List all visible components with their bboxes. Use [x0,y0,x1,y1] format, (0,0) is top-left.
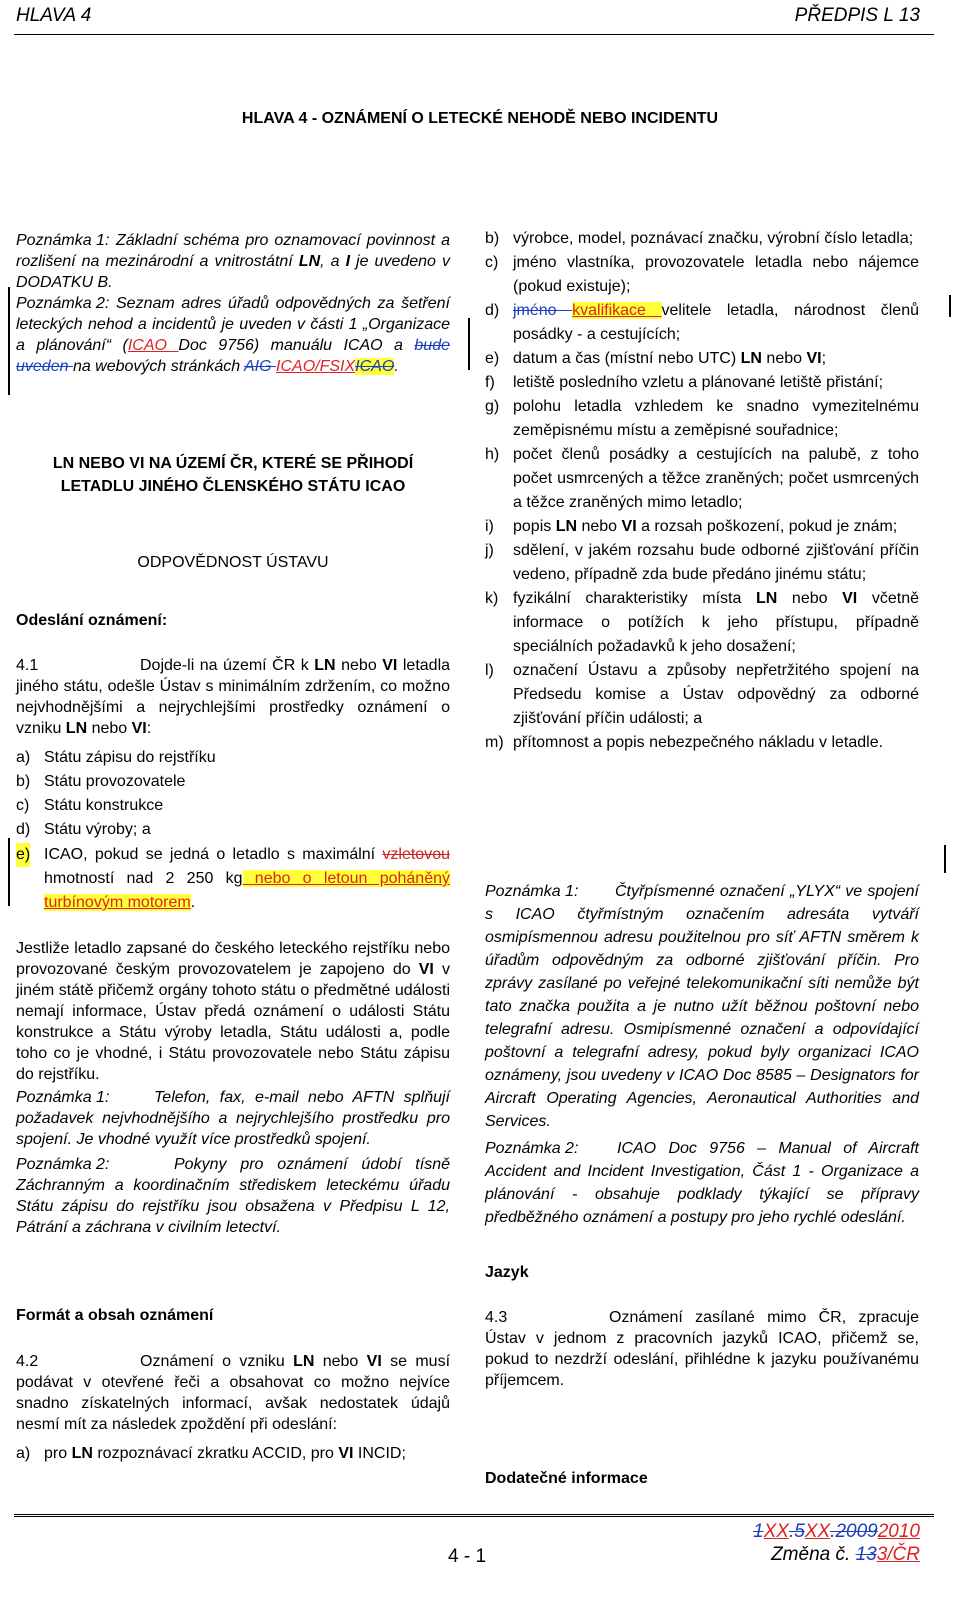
note-ylyx: Poznámka 1: Čtyřpísmenné označení „YLYX“ ve spojení s ICAO čtyřmístným označením adresáta vytváří osmipísmennou adresu použitelnou pro síť AFTN směrem k úřadům odpovědným za odborné zjišťování příčin. Pro zprávy zasílané po veřejné telekomunikační síti nemůže být tato značka použita a je nutno užít běžnou poštovní nebo telegrafní adresu. Osmipísmenné označení a odpovídající poštovní a telegrafní adresy, pokud byly organizaci ICAO oznámeny, jsou uvedeny v ICAO Doc 8585 – Designators for Aircraft Operating Agencies, Aeronautical Authorities and Services. [485,883,919,1130]
subsection-heading: ODPOVĚDNOST ÚSTAVU [137,554,329,571]
para-4-2: 4.2 Oznámení o vzniku LN nebo VI se musí podávat v otevřené řeči a obsahovat co možno nejvíce snadno získatelných informací, avšak nedostatek údajů nesmí mít za následek zpoždění při odeslání: a) pro LN rozpoznávací zkratku ACCID, pro VI INCID; [16,1353,451,1462]
list-item: f) letiště posledního vzletu a plánované letiště přistání; [485,374,884,391]
sub-heading-additional: Dodatečné informace [485,1470,648,1487]
list-item: g) polohu letadla vzhledem ke snadno vymezitelnému zeměpisnému místu a zeměpisné souřadnice; [485,398,919,439]
change-bar [949,295,951,317]
para-4-3: 4.3 Oznámení zasílané mimo ČR, zpracuje Ústav v jednom z pracovních jazyků ICAO, přičemž se, pokud to nezdrží odeslání, přihlédne k jazyku používanému příjemcem. [485,1309,919,1389]
change-bar [8,287,10,395]
list-item: k) fyzikální charakteristiky místa LN nebo VI včetně informace o potížích k jeho přístupu, případně speciálních požadavků k jeho dosažení; [485,590,919,655]
left-column [16,230,450,377]
list-item: d) Státu výroby; a [16,821,151,838]
footer-rule [14,1514,934,1517]
list-item: c) jméno vlastníka, provozovatele letadla nebo nájemce (pokud existuje); [485,254,919,295]
list-item: m) přítomnost a popis nebezpečného nákladu v letadle. [485,734,884,751]
note-phone: Poznámka 1: Telefon, fax, e-mail nebo AFTN splňují požadavek nejvhodnějšího a nejrychlejšího prostředku pro spojení. Je vhodné využít více prostředků spojení. [16,1089,450,1148]
header-regulation: PŘEDPIS L 13 [794,5,920,26]
list-item: e) ICAO, pokud se jedná o letadlo s maximální vzletovou hmotností nad 2 250 kg nebo o letoun poháněný turbínovým motorem. [16,843,450,915]
header-chapter: HLAVA 4 [16,5,92,26]
change-bar [468,318,470,370]
note-guidelines: Poznámka 2: Pokyny pro oznámení údobí tísně Záchranným a koordinačním střediskem leteckému úřadu Státu zápisu do rejstříku jsou obsažena v Předpisu L 12, Pátrání a záchrana v civilním letectví. [16,1156,450,1236]
footer-date: 1XX.5XX.20092010 [753,1521,920,1542]
list-item: a) pro LN rozpoznávací zkratku ACCID, pro VI INCID; [16,1445,406,1462]
sub-heading-format: Formát a obsah oznámení [16,1307,214,1324]
list-item: b) Státu provozovatele [16,773,186,790]
list-item: a) Státu zápisu do rejstříku [16,749,216,766]
page-title: HLAVA 4 - OZNÁMENÍ O LETECKÉ NEHODĚ NEBO INCIDENTU [241,110,719,127]
footer-change: Změna č. 133/ČR [771,1544,920,1565]
sub-heading-sending: Odeslání oznámení: [16,612,168,629]
para-4-1: 4.1 Dojde-li na území ČR k LN nebo VI letadla jiného státu, odešle Ústav s minimálním zdržením, co možno nejvhodnějšími a nejrychlejšími prostředky oznámení o vzniku LN nebo VI: a) Státu zápisu do rejstříku b) Státu provozovatele c) Státu konstrukce d) Státu výroby; a e) ICAO, pokud se jedná o letadlo s maximální vzletovou hmotností nad 2 250 kg nebo o letoun poháněný turbínovým motorem. [16,655,450,915]
change-bar [8,838,10,906]
right-column [485,227,919,755]
list-item: d) jméno kvalifikace velitele letadla, národnost členů posádky - a cestujících; [485,302,920,343]
note-1: Poznámka 1: Základní schéma pro oznamovací povinnost a rozlišení na mezinárodní a vnitrostátní LN, a I je uvedeno v DODATKU B. [16,232,450,291]
note-2: Poznámka 2: Seznam adres úřadů odpovědných za šetření leteckých nehod a incidentů je uveden v části 1 „Organizace a plánování“ (ICAO Doc 9756) manuálu ICAO a bude uveden na webových stránkách AIG ICAO/FSIXICAO. [16,295,450,375]
right-notes [485,880,919,1229]
section-heading: LN NEBO VI NA ÚZEMÍ ČR, KTERÉ SE PŘIHODÍ LETADLU JINÉHO ČLENSKÉHO STÁTU ICAO [52,455,414,495]
change-bar [944,845,946,873]
page-number: 4 - 1 [448,1546,487,1567]
list-item: j) sdělení, v jakém rozsahu bude odborné zjišťování příčin vedeno, případně zda bude předáno jinému státu; [485,542,919,583]
para-further: Jestliže letadlo zapsané do českého leteckého rejstříku nebo provozované českým provozovatelem je zapojeno do VI v jiném státě přičemž orgány tohoto státu o předmětné události nemají informace, Ústav předá oznámení o události Státu konstrukce a Státu výroby letadla, Státu události a, podle toho co je vhodné, i Státu provozovatele nebo Státu zápisu do rejstříku. Poznámka 1: Telefon, fax, e-mail nebo AFTN splňují požadavek nejvhodnějšího a nejrychlejšího prostředku pro spojení. Je vhodné využít více prostředků spojení. Poznámka 2: Pokyny pro oznámení údobí tísně Záchranným a koordinačním střediskem leteckému úřadu Státu zápisu do rejstříku jsou obsažena v Předpisu L 12, Pátrání a záchrana v civilním letectví. [16,940,451,1236]
header-rule [14,34,934,35]
list-item: l) označení Ústavu a způsoby nepřetržitého spojení na Předsedu komise a Ústav odpovědný za odborné zjišťování příčin události; a [485,662,919,727]
sub-heading-language: Jazyk [485,1264,529,1281]
list-item: c) Státu konstrukce [16,797,164,814]
note-doc9756: Poznámka 2: ICAO Doc 9756 – Manual of Aircraft Accident and Incident Investigation, Část 1 - Organizace a plánování - obsahuje podklady týkající se přípravy předběžného oznámení a postupy pro jeho rychlé odeslání. [485,1140,919,1226]
list-item: i) popis LN nebo VI a rozsah poškození, pokud je znám; [485,518,898,535]
list-item: e) datum a čas (místní nebo UTC) LN nebo VI; [485,350,827,367]
list-item: b) výrobce, model, poznávací značku, výrobní číslo letadla; [485,230,914,247]
list-item: h) počet členů posádky a cestujících na palubě, z toho počet usmrcených a těžce zraněných; počet usmrcených a těžce zraněných mimo letadlo; [485,446,919,511]
